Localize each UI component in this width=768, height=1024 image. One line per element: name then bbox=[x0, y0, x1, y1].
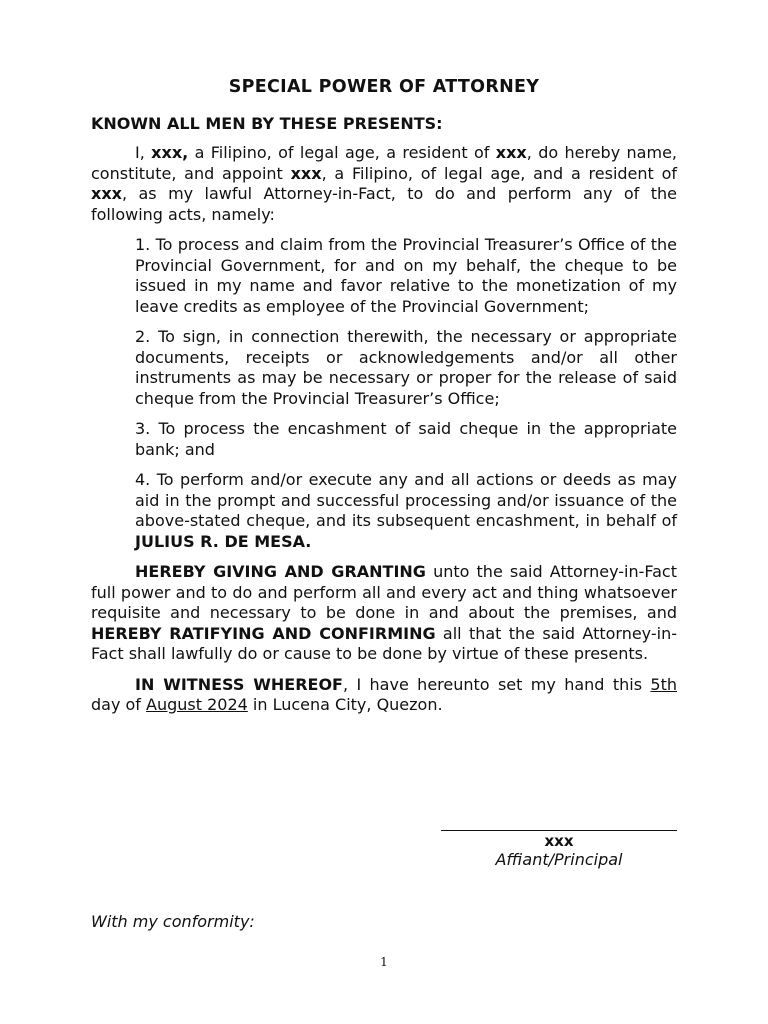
witness-month-year: August 2024 bbox=[146, 695, 248, 714]
signature-block bbox=[441, 830, 677, 870]
attorney-name: xxx bbox=[290, 163, 322, 183]
granting-paragraph: HEREBY GIVING AND GRANTING unto the said Attorney-in-Fact full power and to do and perform all and every act and thing whatsoever requisite and necessary to be done in and about the premises, and HEREBY RATIFYING AND CONFIRMING all that the said Attorney-in-Fact shall lawfully do or cause to be done by virtue of these presents. bbox=[91, 562, 677, 663]
witness-day: 5th bbox=[650, 674, 677, 694]
witness-paragraph: IN WITNESS WHEREOF, I have hereunto set my hand this 5th day of August 2024 in Lucena City, Quezon. bbox=[91, 674, 677, 714]
document-body bbox=[91, 74, 677, 716]
signature-line bbox=[441, 830, 677, 831]
beneficiary-name: JULIUS R. DE MESA. bbox=[135, 531, 312, 551]
conformity-label: With my conformity: bbox=[91, 912, 255, 931]
signatory-name: xxx bbox=[544, 832, 574, 850]
page-number: 1 bbox=[380, 955, 388, 969]
act-item-2: 2. To sign, in connection therewith, the necessary or appropriate documents, receipts or acknowledgements and/or all other instruments as may be necessary or proper for the release of said cheque from the Provincial Treasurer’s Office; bbox=[135, 327, 677, 408]
act-item-4: 4. To perform and/or execute any and all actions or deeds as may aid in the prompt and successful processing and/or issuance of the above-stated cheque, and its subsequent encashment, in behalf of JULIUS R. DE MESA. bbox=[135, 470, 677, 551]
principal-name: xxx, bbox=[151, 143, 189, 162]
presents-heading: KNOWN ALL MEN BY THESE PRESENTS: bbox=[91, 114, 443, 133]
attorney-residence: xxx bbox=[91, 184, 122, 203]
act-item-3: 3. To process the encashment of said cheque in the appropriate bank; and bbox=[135, 419, 677, 459]
principal-residence: xxx bbox=[495, 143, 527, 162]
act-item-1: 1. To process and claim from the Provincial Treasurer’s Office of the Provincial Government, for and on my behalf, the cheque to be issued in my name and favor relative to the monetization of my leave credits as employee of the Provincial Government; bbox=[135, 235, 677, 316]
intro-paragraph: I, xxx, a Filipino, of legal age, a resident of xxx, do hereby name, constitute, and appoint xxx, a Filipino, of legal age, and a resident of xxx, as my lawful Attorney-in-Fact, to do and perform any of the following acts, namely: bbox=[91, 143, 678, 224]
signatory-role: Affiant/Principal bbox=[495, 850, 623, 869]
document-title: SPECIAL POWER OF ATTORNEY bbox=[228, 77, 540, 97]
